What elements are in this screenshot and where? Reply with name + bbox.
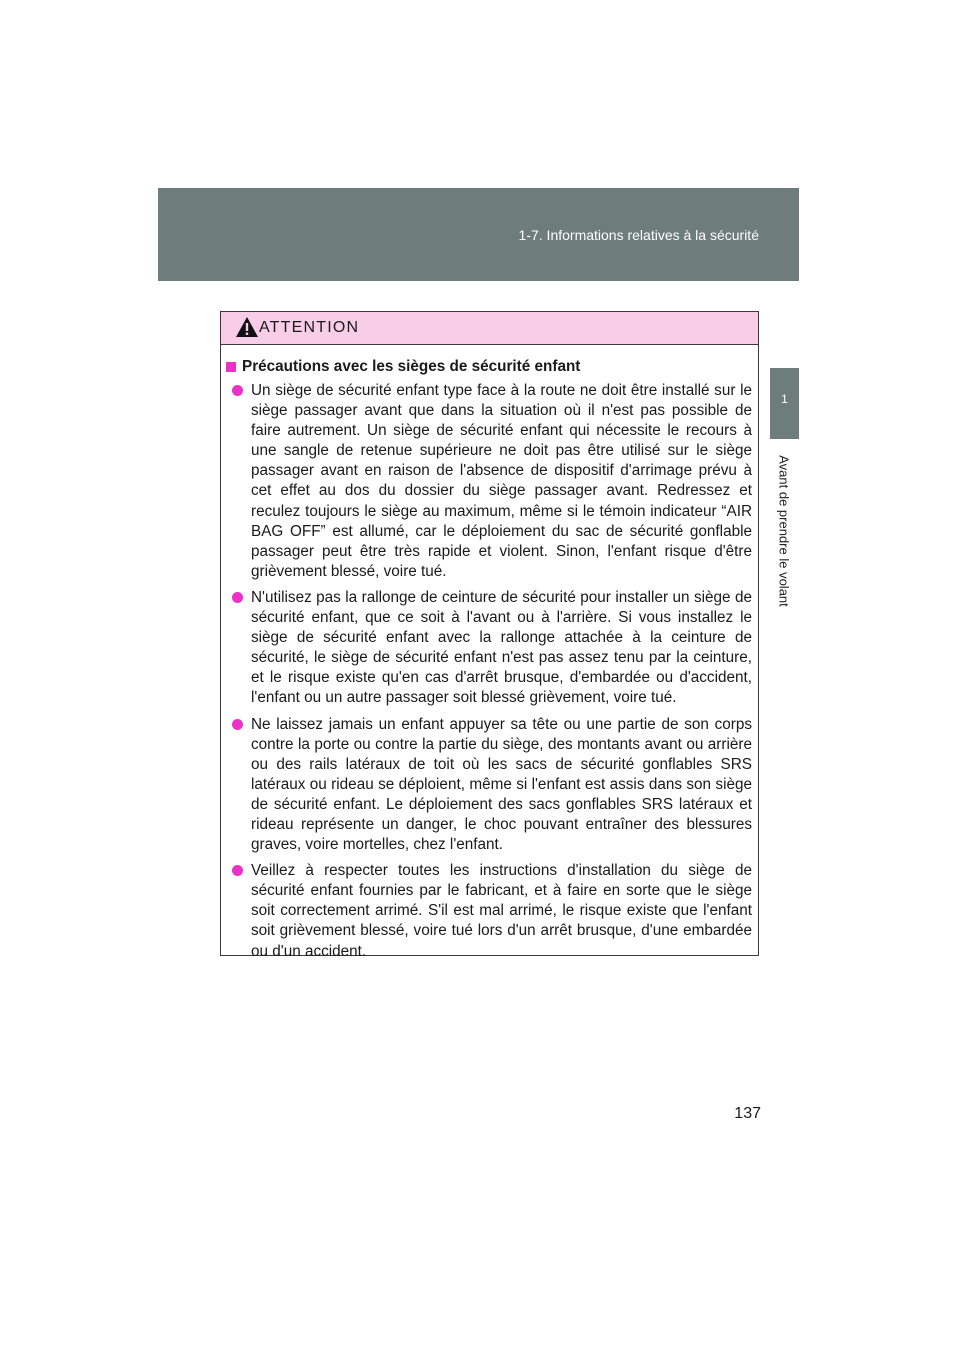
list-item [226,588,752,709]
warning-triangle-icon [235,315,259,339]
list-item [226,715,752,856]
warning-box [220,311,759,960]
warning-body [221,345,758,962]
chapter-tab [770,368,799,439]
list-item-text: Veillez à respecter toutes les instructions d'installation du siège de sécurité enfant fournies par le fabricant, et à faire en sorte que le siège soit correctement arrimé. S'il est mal arrimé, le risque existe que l'enfant soit grièvement blessé, voire tué lors d'un arrêt brusque, d'une embardée ou d'un accident. [251,862,752,960]
section-heading-text: Précautions avec les sièges de sécurité enfant [242,358,581,375]
list-item-text: Ne laissez jamais un enfant appuyer sa tête ou une partie de son corps contre la porte ou contre la partie du siège, des montants avant ou arrière ou des rails latéraux de toit où les sacs de sécurité gonflables SRS latéraux ou rideau se déploient, même si l'enfant est assis dans son siège de sécurité enfant. Le déploiement des sacs gonflables SRS latéraux et rideau représente un danger, le choc pouvant entraîner des blessures graves, voire mortelles, chez l'enfant. [251,715,752,854]
list-item [226,381,752,582]
circle-bullet-icon [232,385,243,396]
section-heading [226,357,752,377]
section-title: 1-7. Informations relatives à la sécurité [518,227,759,243]
chapter-side-label: Avant de prendre le volant [776,455,792,607]
list-item-text: Un siège de sécurité enfant type face à la route ne doit être installé sur le siège passager avant que dans la situation où il n'est pas possible de faire autrement. Un siège de sécurité enfant qui nécessite le recours à une sangle de retenue supérieure ne doit pas être utilisé sur le siège passager avant en raison de l'absence de dispositif d'arrimage prévu à cet effet au dos du dossier du siège passager avant. Redressez et reculez toujours le siège au maximum, même si le témoin indicateur “AIR BAG OFF” est allumé, car le déploiement du sac de sécurité gonflable passager peut être très rapide et violent. Sinon, l'enfant risque d'être grièvement blessé, voire tué. [251,382,752,580]
square-bullet-icon [226,362,236,372]
circle-bullet-icon [232,865,243,876]
chapter-tab-number: 1 [781,392,788,406]
page-number: 137 [734,1105,761,1122]
list-item [226,861,752,961]
warning-header [221,312,758,345]
warning-title: ATTENTION [259,319,360,336]
chapter-header-band [158,188,799,281]
list-item-text: N'utilisez pas la rallonge de ceinture de sécurité pour installer un siège de sécurité enfant, que ce soit à l'avant ou à l'arrière. Si vous installez le siège de sécurité enfant avec la rallonge attachée à la ceinture de sécurité, le siège de sécurité enfant n'est pas assez tenu par la ceinture, et le risque existe qu'en cas d'arrêt brusque, d'embardée ou d'accident, l'enfant ou un autre passager soit blessé grièvement, voire tué. [251,588,752,707]
circle-bullet-icon [232,592,243,603]
circle-bullet-icon [232,719,243,730]
